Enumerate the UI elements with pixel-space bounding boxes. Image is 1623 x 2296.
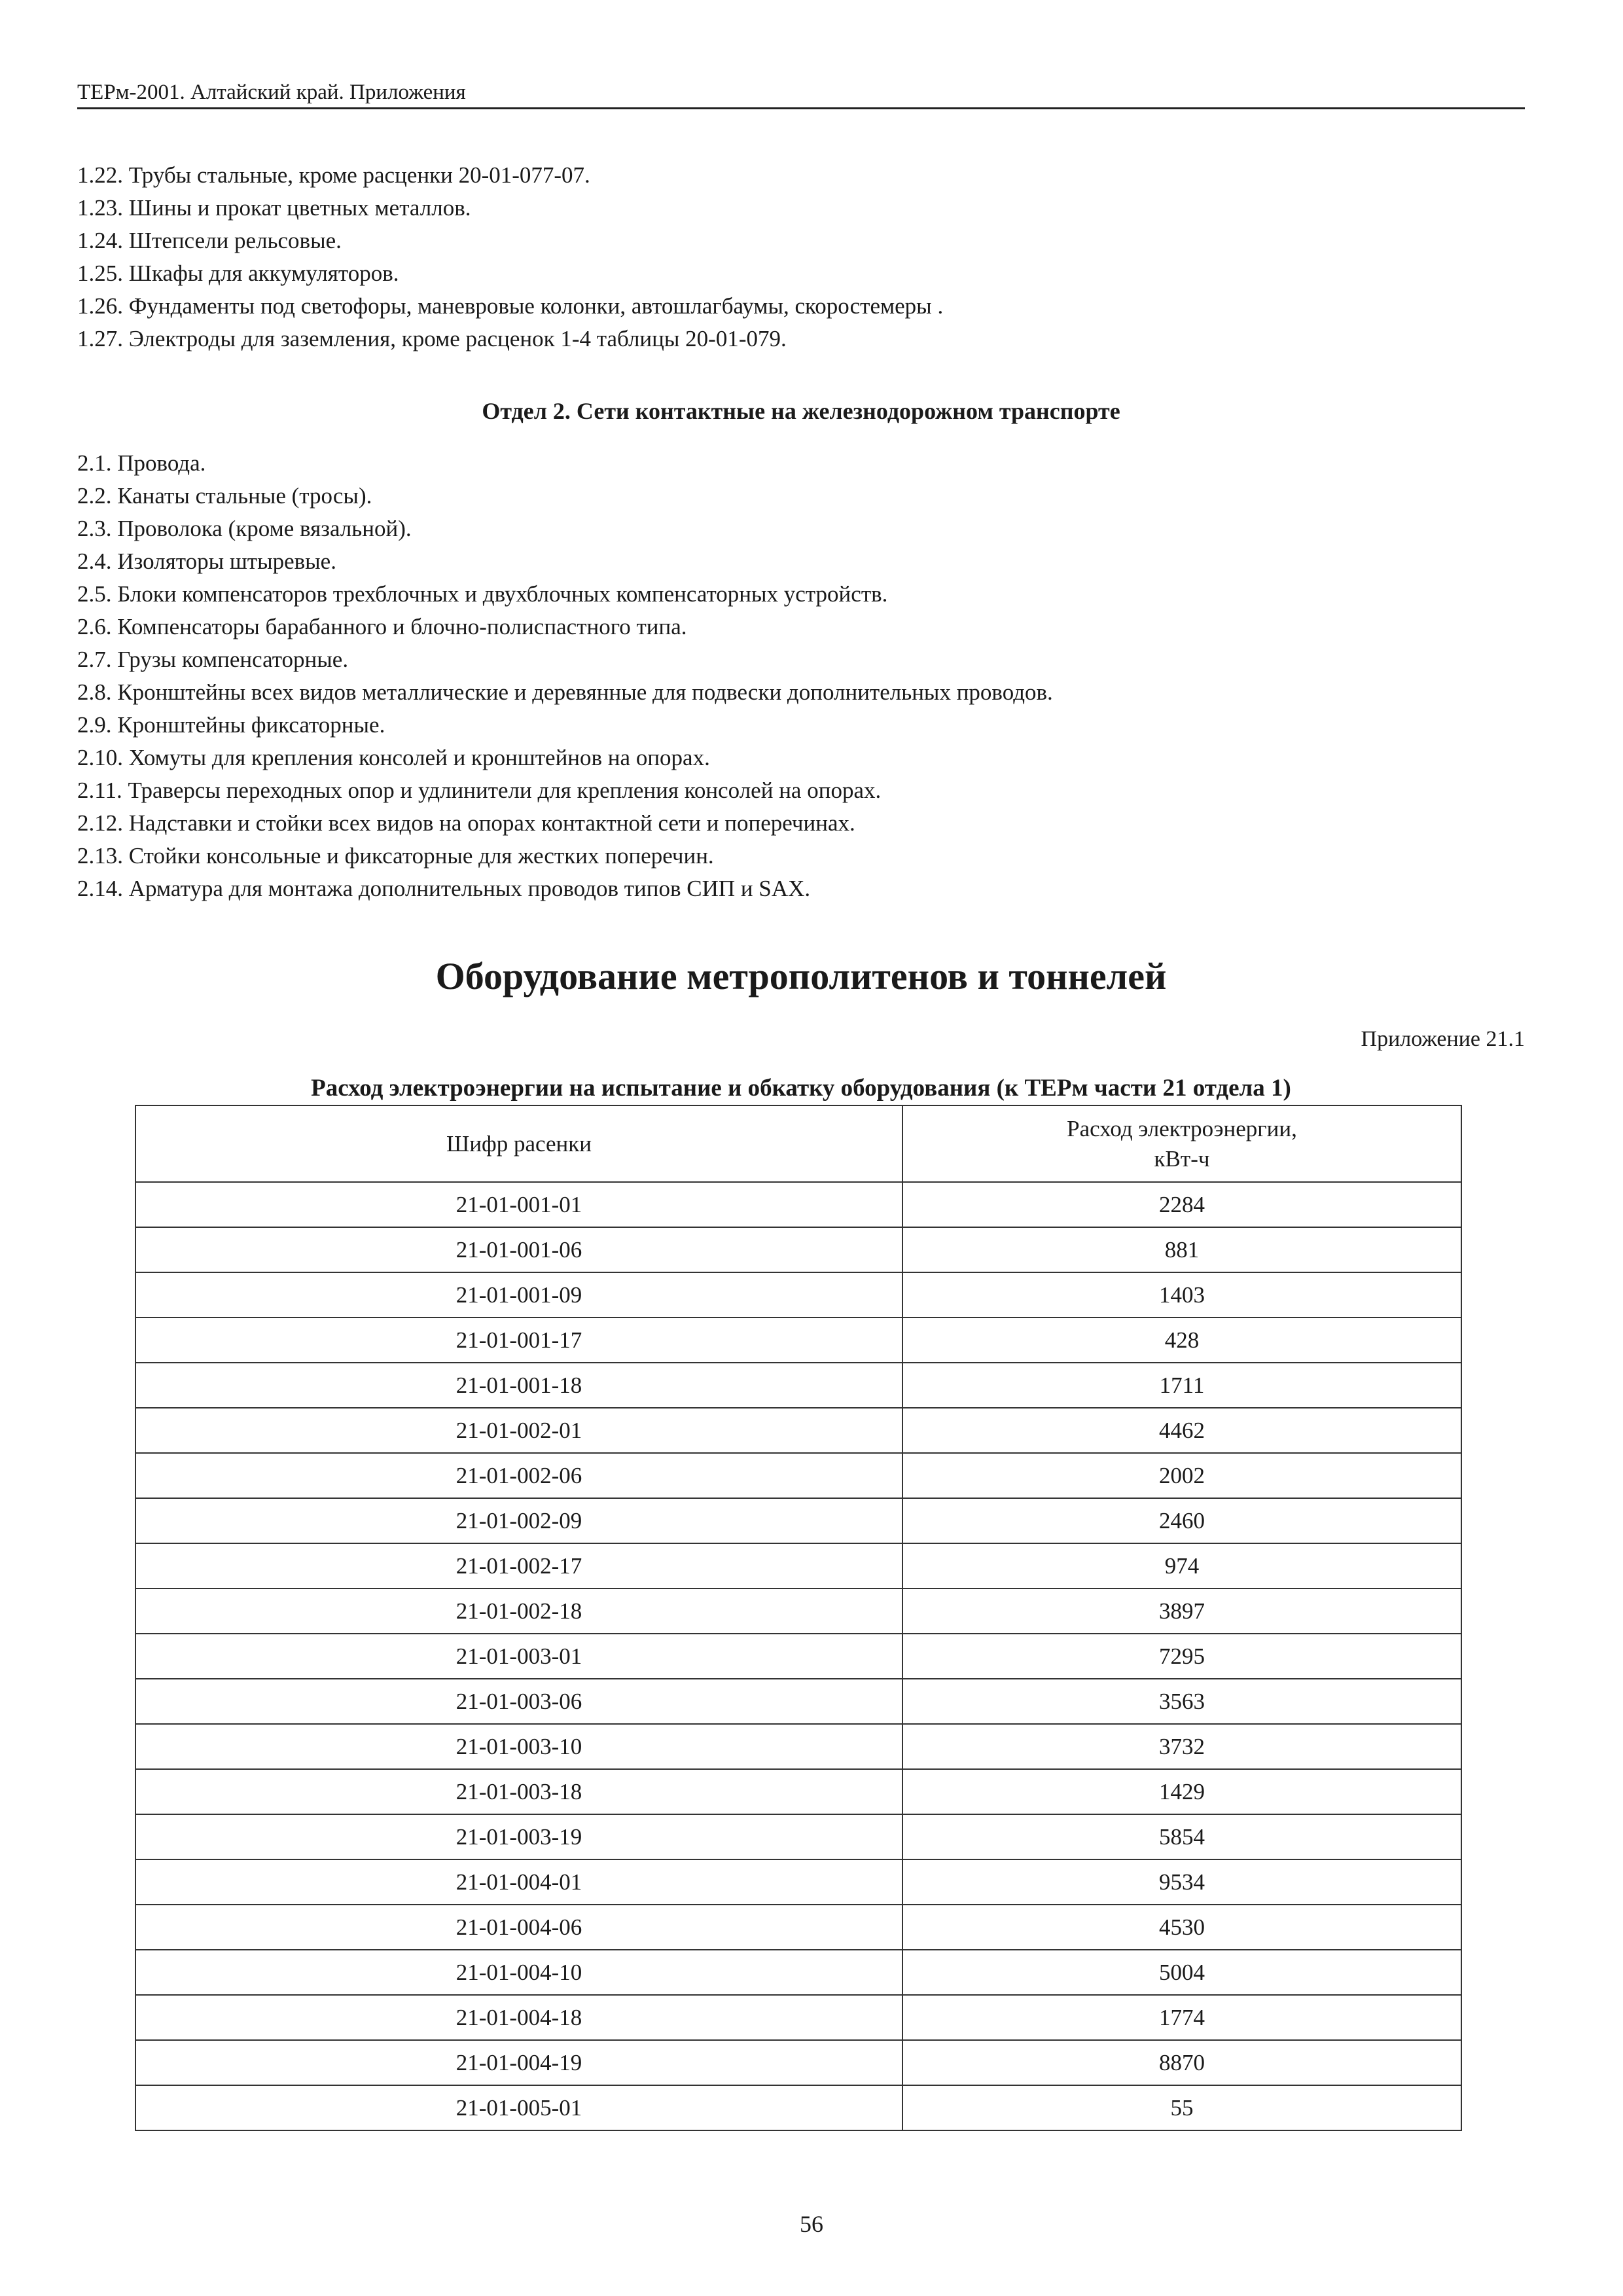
energy-value-cell: 5004	[902, 1950, 1461, 1995]
energy-value-cell: 428	[902, 1318, 1461, 1363]
rate-code-cell: 21-01-003-06	[135, 1679, 902, 1724]
page-number: 56	[800, 2211, 823, 2237]
energy-value-cell: 1711	[902, 1363, 1461, 1408]
table-row	[135, 2040, 1461, 2085]
energy-value-cell: 2002	[902, 1453, 1461, 1498]
energy-value-cell: 2284	[902, 1182, 1461, 1227]
table-row	[135, 1859, 1461, 1905]
energy-consumption-table	[135, 1105, 1462, 2131]
energy-value-cell: 881	[902, 1227, 1461, 1272]
energy-value-cell: 1774	[902, 1995, 1461, 2040]
rate-code-cell: 21-01-004-19	[135, 2040, 902, 2085]
list-item: 1.27. Электроды для заземления, кроме расценок 1-4 таблицы 20-01-079.	[77, 326, 787, 351]
table-row	[135, 1995, 1461, 2040]
energy-value-cell: 1429	[902, 1769, 1461, 1814]
list-item: 2.10. Хомуты для крепления консолей и кронштейнов на опорах.	[77, 745, 710, 770]
table-row	[135, 2085, 1461, 2130]
table-row	[135, 1318, 1461, 1363]
list-item: 2.1. Провода.	[77, 450, 206, 476]
header-title: ТЕРм-2001. Алтайский край. Приложения	[77, 81, 466, 104]
table-row	[135, 1543, 1461, 1588]
rate-code-cell: 21-01-002-17	[135, 1543, 902, 1588]
column-header-energy-line1: Расход электроэнергии,	[1067, 1115, 1297, 1141]
list-item: 1.26. Фундаменты под светофоры, маневровые колонки, автошлагбаумы, скоростемеры .	[77, 293, 944, 319]
rate-code-cell: 21-01-004-18	[135, 1995, 902, 2040]
rate-code-cell: 21-01-001-09	[135, 1272, 902, 1318]
column-header-code: Шифр расенки	[135, 1105, 902, 1182]
appendix-label: Приложение 21.1	[1361, 1027, 1525, 1051]
table-row	[135, 1227, 1461, 1272]
rate-code-cell: 21-01-002-18	[135, 1588, 902, 1634]
list-item: 2.9. Кронштейны фиксаторные.	[77, 712, 385, 738]
list-item: 2.3. Проволока (кроме вязальной).	[77, 516, 412, 541]
rate-code-cell: 21-01-002-01	[135, 1408, 902, 1453]
list-item: 2.5. Блоки компенсаторов трехблочных и двухблочных компенсаторных устройств.	[77, 581, 888, 607]
column-header-energy-unit: кВт-ч	[1154, 1145, 1210, 1172]
rate-code-cell: 21-01-003-19	[135, 1814, 902, 1859]
table-row	[135, 1272, 1461, 1318]
table-row	[135, 1905, 1461, 1950]
energy-value-cell: 7295	[902, 1634, 1461, 1679]
table-header-row	[135, 1105, 1461, 1182]
list-item: 2.11. Траверсы переходных опор и удлинители для крепления консолей на опорах.	[77, 778, 882, 803]
rate-code-cell: 21-01-003-18	[135, 1769, 902, 1814]
rate-code-cell: 21-01-001-06	[135, 1227, 902, 1272]
table-row	[135, 1588, 1461, 1634]
rate-code-cell: 21-01-003-10	[135, 1724, 902, 1769]
energy-value-cell: 1403	[902, 1272, 1461, 1318]
list-item: 1.25. Шкафы для аккумуляторов.	[77, 260, 399, 286]
energy-value-cell: 2460	[902, 1498, 1461, 1543]
table-row	[135, 1679, 1461, 1724]
rate-code-cell: 21-01-004-01	[135, 1859, 902, 1905]
list-item: 2.14. Арматура для монтажа дополнительных проводов типов СИП и SAX.	[77, 876, 811, 901]
table-row	[135, 1814, 1461, 1859]
table-title: Расход электроэнергии на испытание и обкатку оборудования (к ТЕРм части 21 отдела 1)	[311, 1075, 1291, 1102]
list-item: 2.4. Изоляторы штыревые.	[77, 548, 336, 574]
energy-value-cell: 9534	[902, 1859, 1461, 1905]
energy-value-cell: 55	[902, 2085, 1461, 2130]
rate-code-cell: 21-01-001-18	[135, 1363, 902, 1408]
table-row	[135, 1724, 1461, 1769]
table-row	[135, 1363, 1461, 1408]
section2-list	[77, 447, 1053, 905]
rate-code-cell: 21-01-004-06	[135, 1905, 902, 1950]
list-item: 1.22. Трубы стальные, кроме расценки 20-01-077-07.	[77, 162, 590, 188]
table-row	[135, 1453, 1461, 1498]
table-row	[135, 1182, 1461, 1227]
list-item: 2.12. Надставки и стойки всех видов на опорах контактной сети и поперечинах.	[77, 810, 855, 836]
energy-value-cell: 5854	[902, 1814, 1461, 1859]
list-item: 2.2. Канаты стальные (тросы).	[77, 483, 372, 509]
list-item: 2.7. Грузы компенсаторные.	[77, 647, 349, 672]
energy-value-cell: 3897	[902, 1588, 1461, 1634]
list-item: 2.8. Кронштейны всех видов металлические и деревянные для подвески дополнительных проводов.	[77, 679, 1053, 705]
list-item: 1.24. Штепсели рельсовые.	[77, 228, 342, 253]
energy-value-cell: 974	[902, 1543, 1461, 1588]
table-row	[135, 1408, 1461, 1453]
energy-value-cell: 4530	[902, 1905, 1461, 1950]
main-title: Оборудование метрополитенов и тоннелей	[435, 955, 1167, 997]
energy-value-cell: 8870	[902, 2040, 1461, 2085]
rate-code-cell: 21-01-001-17	[135, 1318, 902, 1363]
energy-value-cell: 3732	[902, 1724, 1461, 1769]
rate-code-cell: 21-01-001-01	[135, 1182, 902, 1227]
running-header	[77, 77, 1525, 109]
rate-code-cell: 21-01-004-10	[135, 1950, 902, 1995]
list-item: 2.13. Стойки консольные и фиксаторные для жестких поперечин.	[77, 843, 714, 869]
rate-code-cell: 21-01-002-06	[135, 1453, 902, 1498]
rate-code-cell: 21-01-005-01	[135, 2085, 902, 2130]
energy-value-cell: 4462	[902, 1408, 1461, 1453]
section1-list	[77, 159, 943, 355]
table-row	[135, 1950, 1461, 1995]
table-row	[135, 1769, 1461, 1814]
table-row	[135, 1498, 1461, 1543]
energy-value-cell: 3563	[902, 1679, 1461, 1724]
table-row	[135, 1634, 1461, 1679]
section2-heading: Отдел 2. Сети контактные на железнодорожном транспорте	[482, 398, 1120, 424]
list-item: 2.6. Компенсаторы барабанного и блочно-полиспастного типа.	[77, 614, 687, 639]
rate-code-cell: 21-01-002-09	[135, 1498, 902, 1543]
rate-code-cell: 21-01-003-01	[135, 1634, 902, 1679]
list-item: 1.23. Шины и прокат цветных металлов.	[77, 195, 471, 221]
column-header-energy	[902, 1105, 1461, 1182]
